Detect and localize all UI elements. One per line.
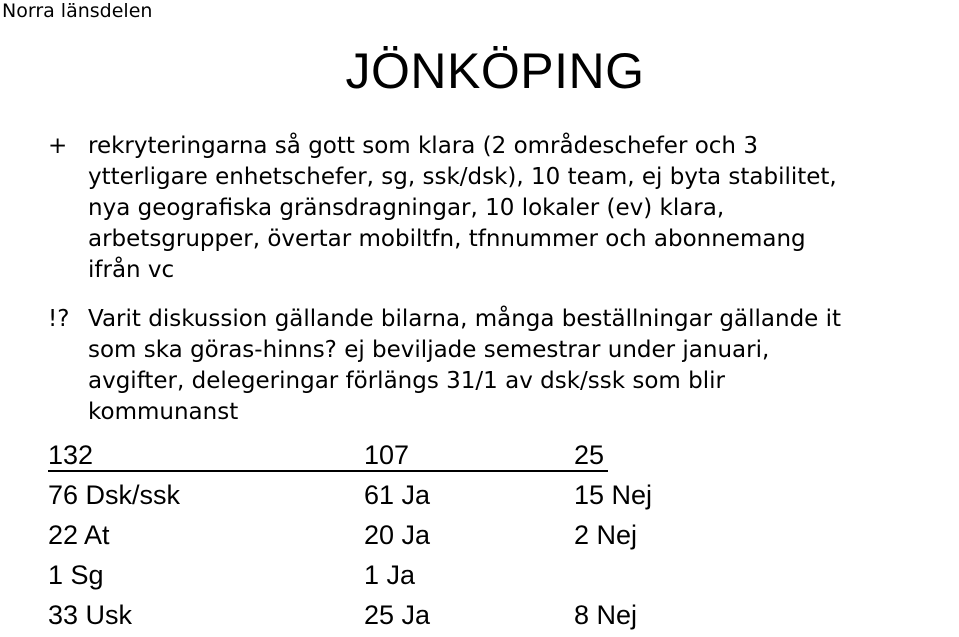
page-title: JÖNKÖPING [345,43,645,99]
table-header-underline [48,470,608,472]
bullet-line: som ska göras-hinns? ej beviljade semestrar under januari, [88,337,770,363]
table-cell: 2 Nej [574,520,638,550]
table-header-cell: 107 [364,440,410,470]
region-label: Norra länsdelen [2,0,153,22]
bullet-marker: + [48,133,68,159]
table-cell: 22 At [48,520,110,550]
bullet-line: ytterligare enhetschefer, sg, ssk/dsk), 10 team, ej byta stabilitet, [88,164,837,190]
table-cell: 15 Nej [574,480,653,510]
table-cell: 20 Ja [364,520,431,550]
table-row [0,477,959,517]
bullet-marker: !? [48,306,70,332]
table-header-cell: 25 [574,440,605,470]
table-cell: 33 Usk [48,600,133,630]
table-cell: 8 Nej [574,600,638,630]
table-cell: 76 Dsk/ssk [48,480,181,510]
bullet-line: ifrån vc [88,257,175,283]
table-cell: 1 Sg [48,560,104,590]
bullet-line: kommunanst [88,399,239,425]
table-cell: 1 Ja [364,560,416,590]
table-row [0,517,959,557]
table-cell: 61 Ja [364,480,431,510]
table-row [0,557,959,597]
table-header-cell: 132 [48,440,94,470]
table-cell: 25 Ja [364,600,431,630]
bullet-line: Varit diskussion gällande bilarna, många beställningar gällande it [88,306,842,332]
bullet-line: rekryteringarna så gott som klara (2 områdeschefer och 3 [88,133,758,159]
table-header-row [0,437,959,477]
bullet-line: nya geografiska gränsdragningar, 10 lokaler (ev) klara, [88,195,725,221]
bullet-line: arbetsgrupper, övertar mobiltfn, tfnnummer och abonnemang [88,226,806,252]
table-row [0,597,959,637]
bullet-line: avgifter, delegeringar förlängs 31/1 av dsk/ssk som blir [88,368,725,394]
